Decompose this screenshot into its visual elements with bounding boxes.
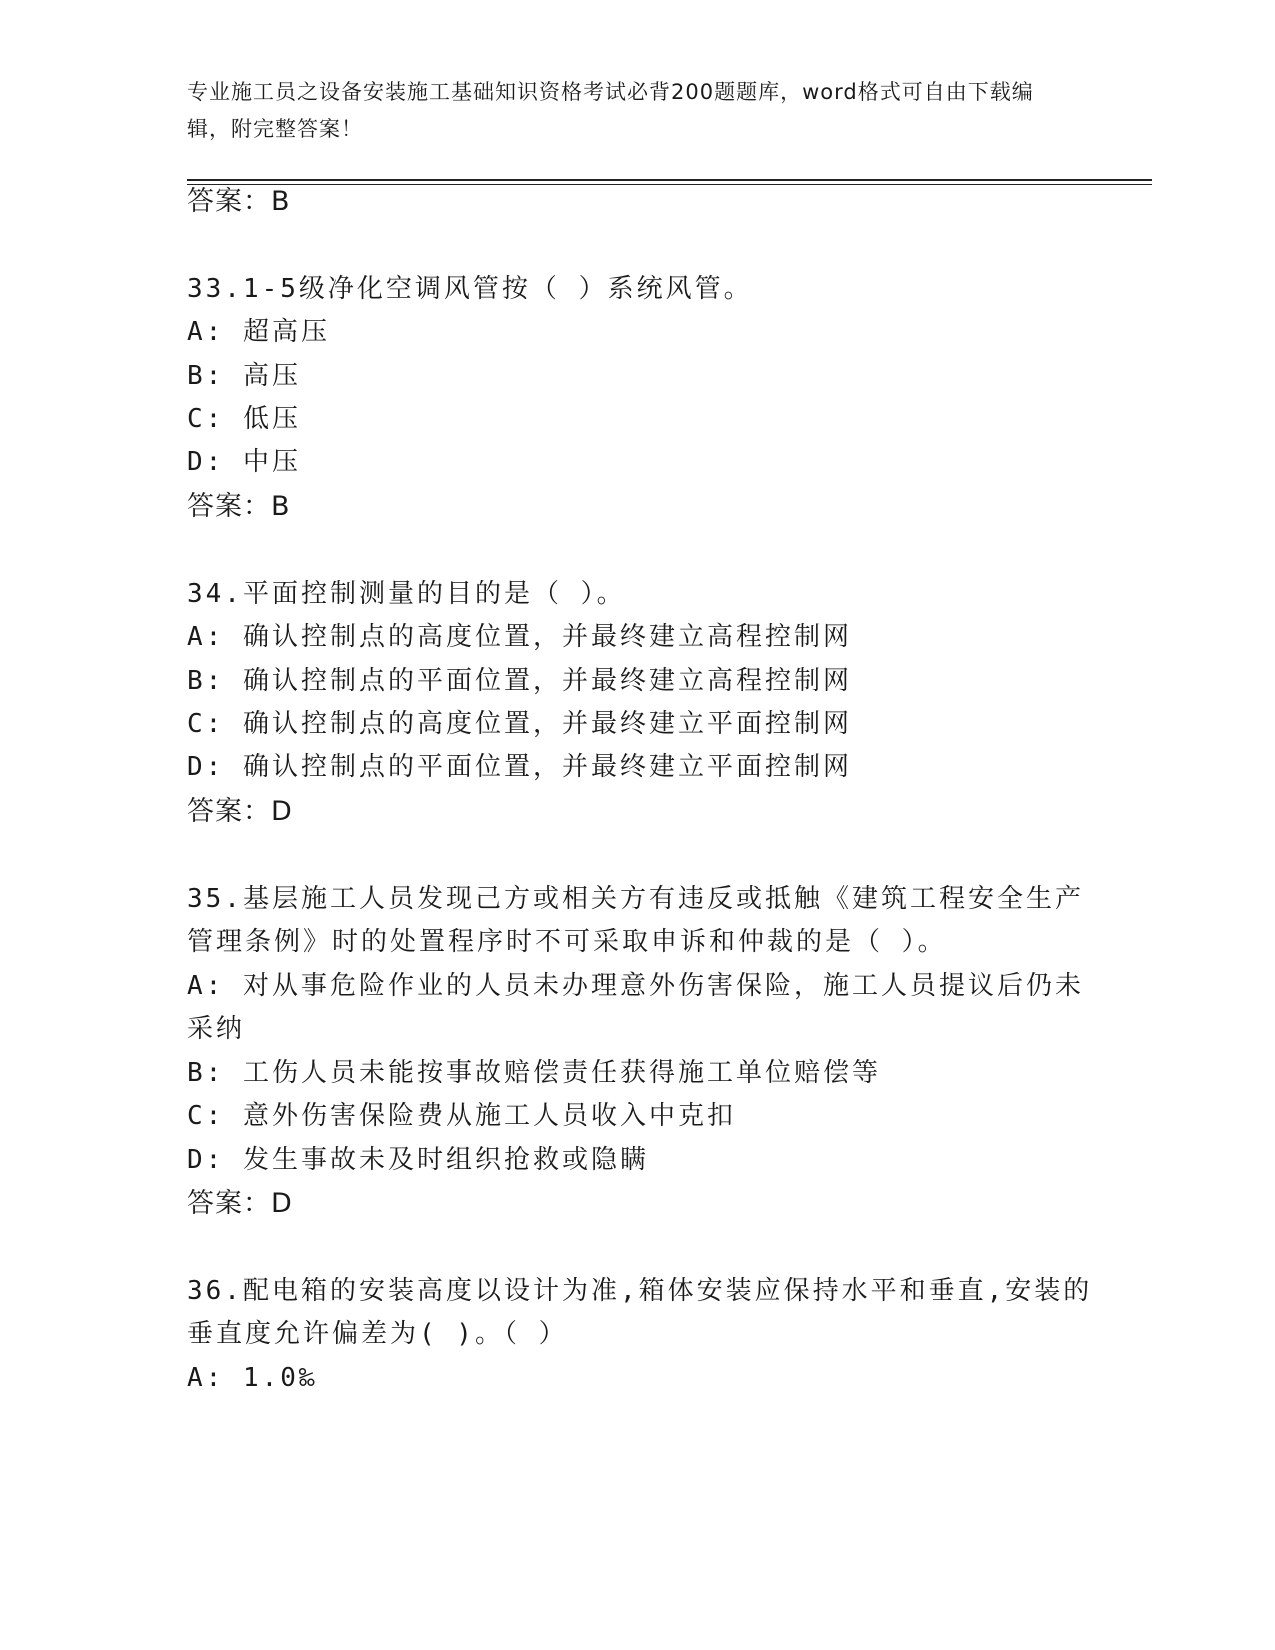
- option-b: B: 确认控制点的平面位置，并最终建立高程控制网: [187, 666, 852, 696]
- option-a: A: 超高压: [187, 317, 330, 347]
- option-c: C: 意外伤害保险费从施工人员收入中克扣: [187, 1101, 736, 1131]
- option-b: B: 高压: [187, 361, 301, 391]
- question-stem: 35.基层施工人员发现己方或相关方有违反或抵触《建筑工程安全生产: [187, 884, 1084, 914]
- answer-line: 答案：B: [187, 186, 291, 217]
- answer-line: 答案：D: [187, 796, 293, 827]
- document-header: 专业施工员之设备安装施工基础知识资格考试必背200题题库，word格式可自由下载编辑，附完整答案！: [187, 80, 1034, 141]
- header-divider-thin: [187, 184, 1152, 185]
- question-stem-cont: 管理条例》时的处置程序时不可采取申诉和仲裁的是（ ）。: [187, 927, 947, 957]
- answer-line: 答案：D: [187, 1188, 293, 1219]
- option-a-cont: 采纳: [187, 1014, 246, 1044]
- option-b: B: 工伤人员未能按事故赔偿责任获得施工单位赔偿等: [187, 1058, 881, 1088]
- question-stem-cont: 垂直度允许偏差为( )。（ ）: [187, 1319, 568, 1349]
- option-a: A: 确认控制点的高度位置，并最终建立高程控制网: [187, 622, 852, 652]
- question-stem: 36.配电箱的安装高度以设计为准,箱体安装应保持水平和垂直,安装的: [187, 1276, 1093, 1306]
- option-c: C: 确认控制点的高度位置，并最终建立平面控制网: [187, 709, 852, 739]
- question-stem: 34.平面控制测量的目的是（ ）。: [187, 579, 626, 609]
- option-d: D: 发生事故未及时组织抢救或隐瞒: [187, 1145, 649, 1175]
- header-divider: [187, 179, 1152, 181]
- option-d: D: 确认控制点的平面位置，并最终建立平面控制网: [187, 752, 852, 782]
- option-c: C: 低压: [187, 404, 301, 434]
- answer-line: 答案：B: [187, 491, 291, 522]
- option-a: A: 对从事危险作业的人员未办理意外伤害保险，施工人员提议后仍未: [187, 971, 1084, 1001]
- option-a: A: 1.0‰: [187, 1363, 318, 1393]
- option-d: D: 中压: [187, 447, 301, 477]
- question-stem: 33.1-5级净化空调风管按（ ）系统风管。: [187, 274, 753, 304]
